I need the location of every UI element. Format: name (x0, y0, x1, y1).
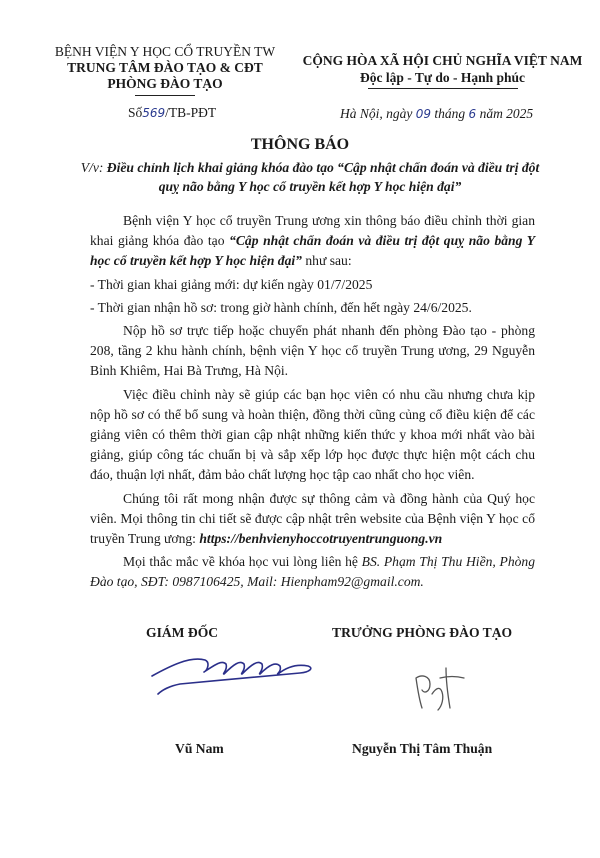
contact-details: BS. Phạm Thị Thu Hiền, Phòng Đào tạo, SĐT: 0987106425, Mail: Hienpham92@gmail.com. (90, 554, 536, 590)
date-year: năm 2025 (479, 106, 534, 121)
document-number (128, 105, 216, 121)
course-name: “Cập nhật chẩn đoán và điều trị đột quỵ não bằng Y học cổ truyền kết hợp Y học hiện đại” (90, 233, 536, 269)
document-title: THÔNG BÁO (250, 136, 350, 153)
date-day: 09 (415, 107, 432, 121)
intro-text: Bệnh viện Y học cổ truyền Trung ương xin thông báo điều chỉnh thời gian khai giảng khóa đào tạo (90, 213, 535, 249)
country-name: CỘNG HÒA XÃ HỘI CHỦ NGHĨA VIỆT NAM (302, 53, 583, 68)
contact-text: Mọi thắc mắc về khóa học vui lòng liên hệ (123, 554, 362, 570)
schedule-item-deadline: - Thời gian nhận hồ sơ: trong giờ hành chính, đến hết ngày 24/6/2025. (90, 299, 472, 315)
hospital-name: BỆNH VIỆN Y HỌC CỔ TRUYỀN TW (54, 44, 276, 59)
director-signature (150, 646, 320, 701)
contact-paragraph (90, 552, 535, 592)
header-left-underline (135, 95, 195, 96)
intro-text-end: như sau: (301, 253, 352, 269)
head-of-training-title: TRƯỞNG PHÒNG ĐÀO TẠO (332, 625, 513, 640)
national-motto-header (300, 52, 585, 89)
date-prefix: Hà Nội, ngày (340, 106, 413, 121)
website-text: Chúng tôi rất mong nhận được sự thông cảm và đồng hành của Quý học viên. Mọi thông tin chi tiết sẽ được cập nhật trên website của Bệnh viện Y học cổ truyền Trung ương: (90, 490, 535, 547)
date-month: 6 (468, 107, 477, 121)
document-date (340, 106, 533, 122)
document-body (90, 211, 535, 596)
national-motto: Độc lập - Tự do - Hạnh phúc (359, 70, 526, 85)
center-name: TRUNG TÂM ĐÀO TẠO & CĐT (67, 60, 263, 75)
reason-paragraph: Việc điều chỉnh này sẽ giúp các bạn học viên có nhu cầu nhưng chưa kịp nộp hồ sơ có thể bổ sung và hoàn thiện, đồng thời cũng củng cố điều kiện để các giảng viên có thêm thời gian cập nhật những kiến thức y khoa mới nhất vào bài giảng, giúp công tác chuẩn bị và sắp xếp lớp học được thực hiện một cách chu đáo, thuận lợi nhất, đảm bảo chất lượng học tập cao nhất cho học viên. (90, 386, 535, 483)
head-of-training-signature (408, 664, 470, 714)
submission-paragraph: Nộp hồ sơ trực tiếp hoặc chuyển phát nhanh đến phòng Đào tạo - phòng 208, tầng 2 khu hành chính, bệnh viện Y học cổ truyền Trung ương, 29 Nguyễn Bỉnh Khiêm, Hai Bà Trưng, Hà Nội. (90, 323, 535, 379)
issuing-organization-header (40, 44, 290, 96)
director-name: Vũ Nam (175, 741, 224, 756)
subject-prefix: V/v: (80, 160, 104, 175)
website-link[interactable]: https://benhvienyhoccotruyentrunguong.vn (199, 531, 443, 547)
document-subject (70, 158, 550, 196)
header-right-underline (368, 88, 518, 89)
department-name: PHÒNG ĐÀO TẠO (107, 76, 223, 91)
website-paragraph (90, 489, 535, 550)
schedule-item-opening: - Thời gian khai giảng mới: dự kiến ngày 01/7/2025 (90, 276, 373, 292)
date-month-label: tháng (434, 106, 466, 121)
head-of-training-name: Nguyễn Thị Tâm Thuận (352, 741, 493, 756)
director-title: GIÁM ĐỐC (146, 625, 219, 640)
doc-number-suffix: /TB-PĐT (165, 105, 217, 120)
doc-number-handwritten: 569 (142, 106, 166, 120)
doc-number-prefix: Số (128, 105, 143, 120)
subject-text: Điều chỉnh lịch khai giảng khóa đào tạo “Cập nhật chẩn đoán và điều trị đột quỵ não bằng Y học cổ truyền kết hợp Y học hiện đại” (106, 160, 540, 194)
intro-paragraph (90, 211, 535, 272)
